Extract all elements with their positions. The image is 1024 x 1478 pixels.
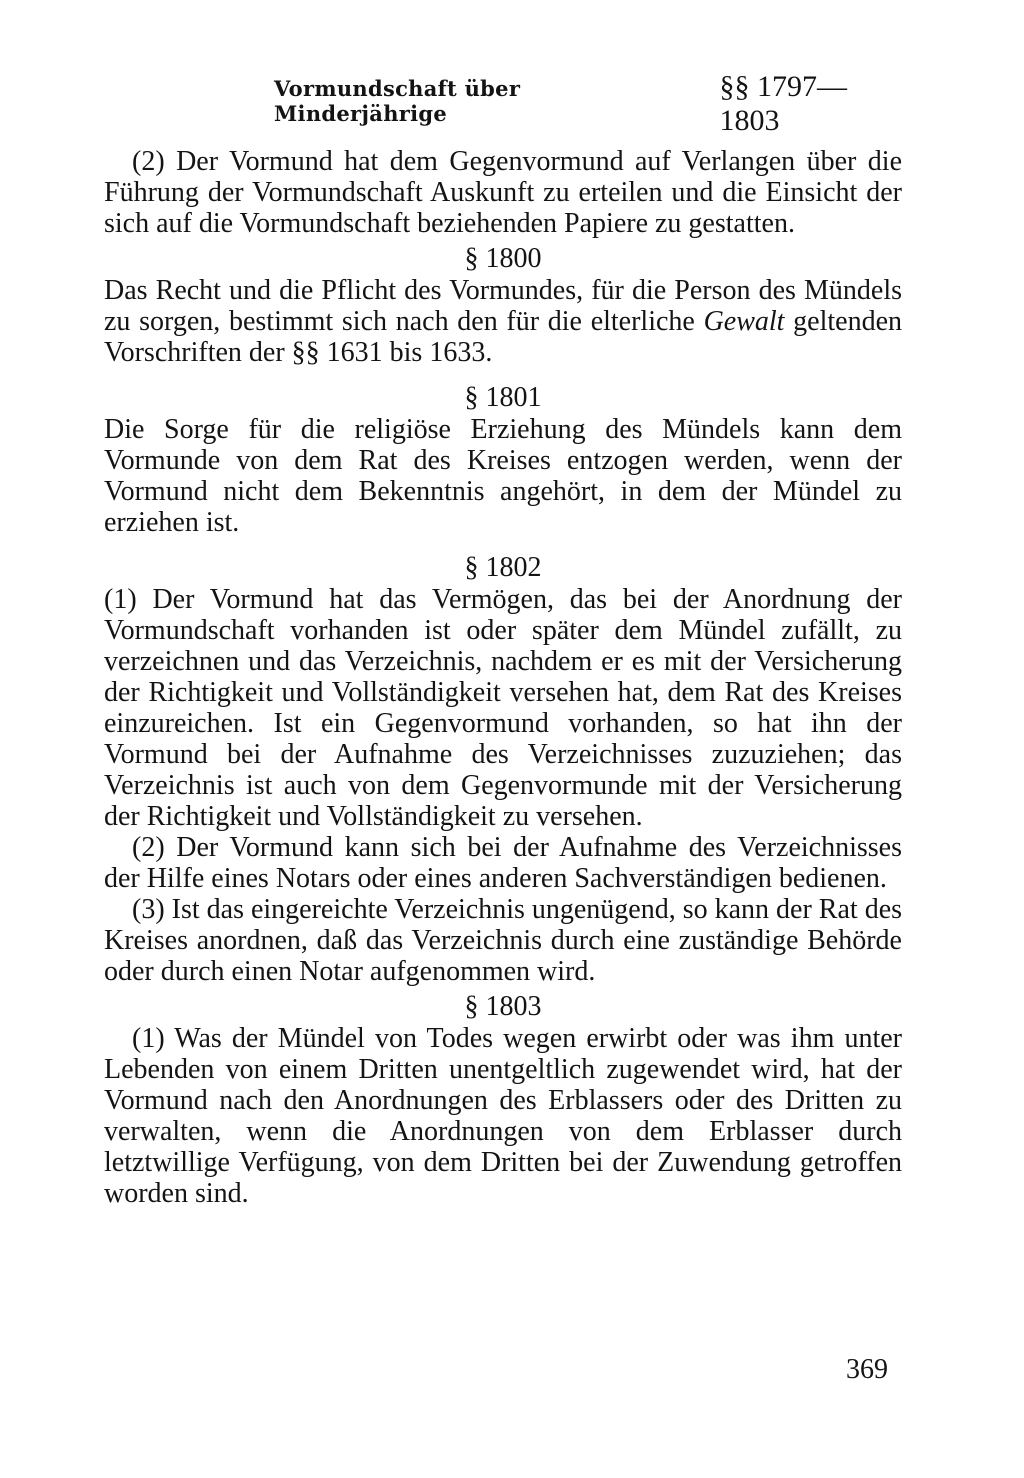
section-heading-1803: § 1803: [464, 991, 542, 1022]
running-head-section-range: §§ 1797—1803: [719, 70, 847, 137]
paragraph-1801: Die Sorge für die religiöse Erziehung des Mündels kann dem Vormunde von dem Rat des Kreises entzogen werden, wenn der Vormund nicht dem Bekenntnis angehört, in dem der Mündel zu erziehen ist.: [104, 414, 902, 538]
paragraph-1803-1: (1) Was der Mündel von Todes wegen erwirbt oder was ihm unter Lebenden von einem Dritten unentgeltlich zugewendet wird, hat der Vormund nach den Anordnungen des Erblassers oder des Dritten zu verwalten, wenn die Anordnungen von dem Erblasser durch letztwillige Verfügung, von dem Dritten bei der Zuwendung getroffen worden sind.: [104, 1023, 902, 1209]
section-heading-1800: § 1800: [464, 243, 542, 274]
running-head: [274, 70, 902, 138]
paragraph-1802-1: (1) Der Vormund hat das Vermögen, das bei der Anordnung der Vormundschaft vorhanden ist oder später dem Mündel zufällt, zu verzeichnen und das Verzeichnis, nachdem er es mit der Versicherung der Richtigkeit und Vollständigkeit versehen hat, dem Rat des Kreises einzureichen. Ist ein Gegenvormund vorhanden, so hat ihn der Vormund bei der Aufnahme des Verzeichnisses zuzuziehen; das Verzeichnis ist auch von dem Gegenvormunde mit der Versicherung der Richtigkeit und Vollständigkeit zu versehen.: [104, 584, 902, 832]
paragraph-1800-part-a: Das Recht und die Pflicht des Vormundes, für die Person des Mündels zu sorgen, bestimmt sich nach den für die elterliche: [104, 275, 902, 337]
paragraph-1800: [104, 275, 902, 368]
section-1797-continued: [104, 146, 902, 239]
section-heading-1802: § 1802: [464, 552, 542, 583]
paragraph-1797-2: (2) Der Vormund hat dem Gegenvormund auf Verlangen über die Führung der Vormundschaft Auskunft zu erteilen und die Einsicht der sich auf die Vormundschaft beziehenden Papiere zu gestatten.: [104, 146, 902, 239]
page-body: [104, 70, 902, 1209]
section-heading-1801: § 1801: [464, 382, 542, 413]
paragraph-1802-3: (3) Ist das eingereichte Verzeichnis ungenügend, so kann der Rat des Kreises anordnen, daß das Verzeichnis durch eine zuständige Behörde oder durch einen Notar aufgenommen wird.: [104, 894, 903, 987]
paragraph-1802-2: (2) Der Vormund kann sich bei der Aufnahme des Verzeichnisses der Hilfe eines Notars oder eines anderen Sachverständigen bedienen.: [104, 832, 902, 894]
section-1800: [104, 243, 902, 368]
section-1802: [104, 552, 902, 987]
page-number: 369: [846, 1354, 888, 1385]
paragraph-1800-italic-term: Gewalt: [703, 306, 785, 337]
running-head-title: Vormundschaft über Minderjährige: [274, 76, 521, 126]
paragraph-1800-part-b: geltenden Vorschriften der §§ 1631 bis 1633.: [104, 306, 903, 368]
section-1801: [104, 382, 902, 538]
section-1803: [104, 991, 902, 1209]
